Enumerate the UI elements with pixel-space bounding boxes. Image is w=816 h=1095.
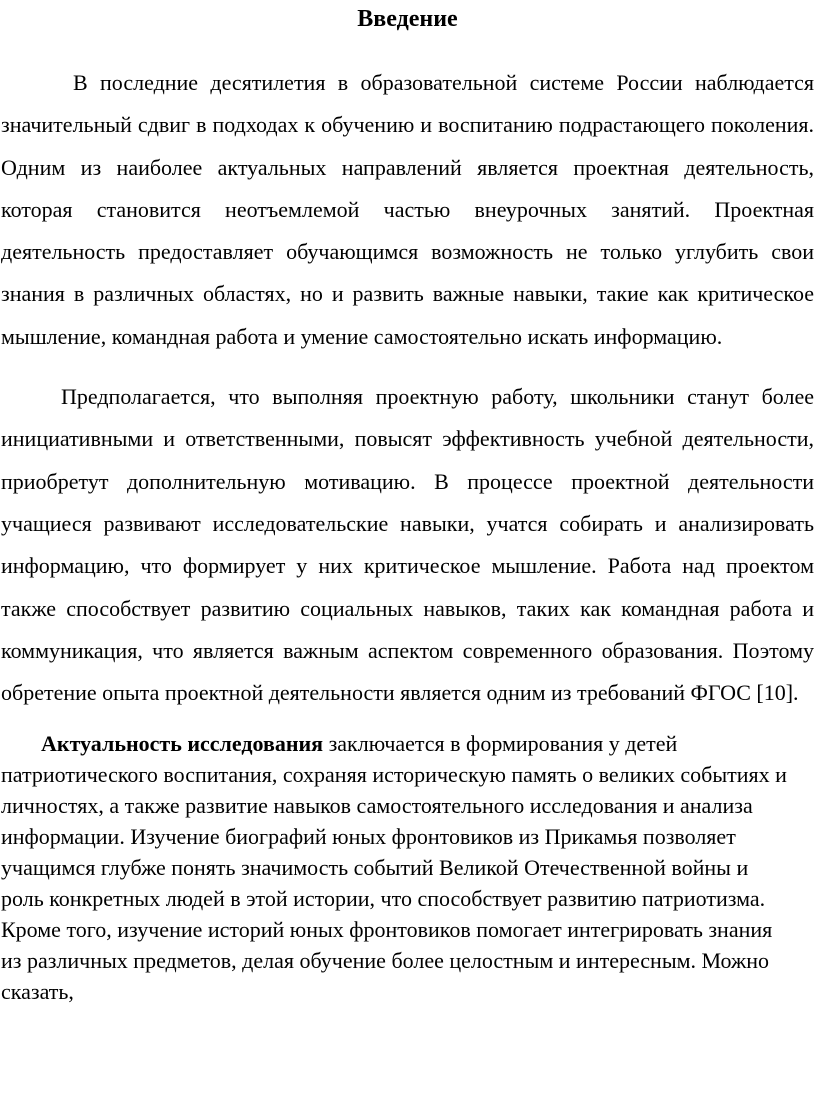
relevance-text: заключается в формирования у детей патриотического воспитания, сохраняя историческую память о великих событиях и личностях, а также развитие навыков самостоятельного исследования и анализа информации. Изучение биографий юных фронтовиков из Прикамья позволяет учащимся глубже понять значимость событий Великой Отечественной войны и роль конкретных людей в этой истории, что способствует развитию патриотизма. Кроме того, изучение историй юных фронтовиков помогает интегрировать знания из различных предметов, делая обучение более целостным и интересным. Можно сказать, <box>1 731 787 1005</box>
paragraph-assumption: Предполагается, что выполняя проектную работу, школьники станут более инициативными и ответственными, повысят эффективность учебной деятельности, приобретут дополнительную мотивацию. В процессе проектной деятельности учащиеся развивают исследовательские навыки, учатся собирать и анализировать информацию, что формирует у них критическое мышление. Работа над проектом также способствует развитию социальных навыков, таких как командная работа и коммуникация, что является важным аспектом современного образования. Поэтому обретение опыта проектной деятельности является одним из требований ФГОС [10]. <box>1 384 814 706</box>
paragraph-intro: В последние десятилетия в образовательной системе России наблюдается значительный сдвиг в подходах к обучению и воспитанию подрастающего поколения. Одним из наиболее актуальных направлений является проектная деятельность, которая становится неотъемлемой частью внеурочных занятий. Проектная деятельность предоставляет обучающимся возможность не только углубить свои знания в различных областях, но и развить важные навыки, такие как критическое мышление, командная работа и умение самостоятельно искать информацию. <box>1 70 814 349</box>
paragraph-relevance <box>1 728 814 1007</box>
page-title: Введение <box>357 6 458 32</box>
relevance-heading: Актуальность исследования <box>41 731 324 757</box>
